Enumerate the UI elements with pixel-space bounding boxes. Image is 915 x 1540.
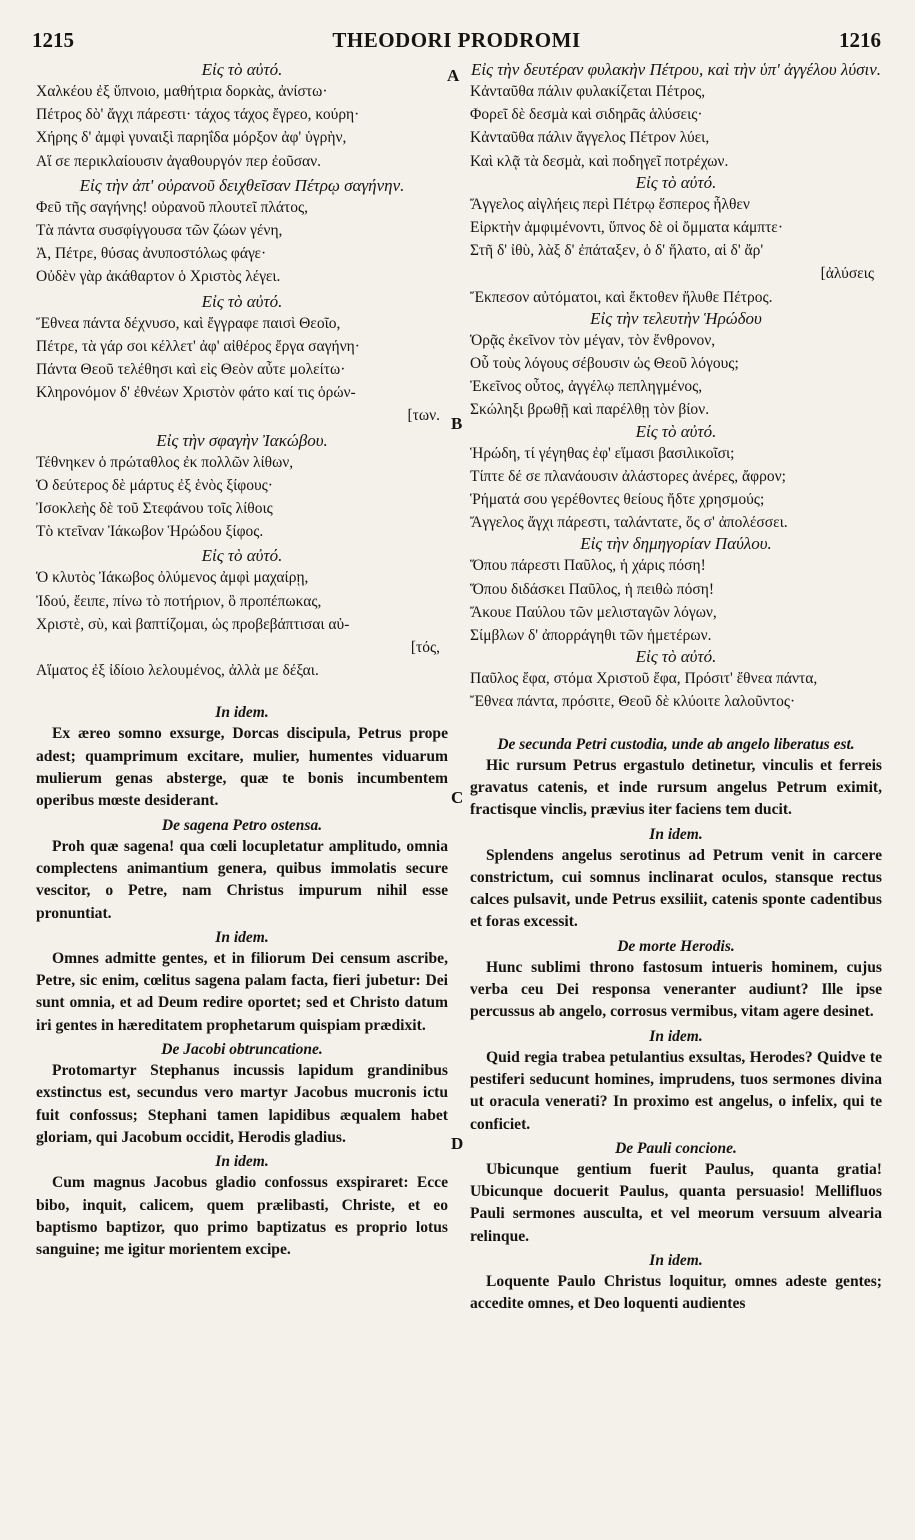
translation-paragraph: Hunc sublimi throno fastosum intueris hominem, cujus verba ceu Dei responsa veneranter audiunt? Ille ipse percussus ab angelo, corrosus vermibus, vitam agere desinet. — [470, 958, 882, 1021]
poem-heading: Εἰς τὴν τελευτὴν Ἡρώδου — [590, 308, 762, 328]
translation-paragraph: Ex æreo somno exsurge, Dorcas discipula, Petrus prope adest; quamprimum excitare, mulier, humentes viduarum mulierum genas absterge, quæ te bonis incumbentem operibus mœste desiderant. — [36, 725, 448, 810]
translation-paragraph: Protomartyr Stephanus incussis lapidum grandinibus exstinctus est, secundus vero martyr Jacobus mucronis ictu fuit confossus; Stephani tamen lapidibus æqualem habet gloriam, qui Jacobum occidit, Herodis gladius. — [36, 1062, 448, 1146]
translation-heading: In idem. — [649, 1027, 703, 1045]
verse-line: Στῆ δ' ἰθὺ, λὰξ δ' ἐπάταξεν, ὁ δ' ἥλατο, αἱ δ' ἄρ' — [470, 242, 764, 260]
verse-line: Ἔθνεα πάντα, πρόσιτε, Θεοῦ δὲ κλύοιτε λαλοῦντος· — [470, 693, 796, 711]
verse-line: Ὁρᾷς ἐκεῖνον τὸν μέγαν, τὸν ἔνθρονον, — [470, 331, 716, 349]
poem-heading: Εἰς τὴν ἀπ' οὐρανοῦ δειχθεῖσαν Πέτρῳ σαγήνην. — [79, 175, 405, 195]
poem-heading: Εἰς τὸ αὐτό. — [635, 647, 717, 667]
translation-heading: In idem. — [215, 1153, 269, 1171]
translation-heading: In idem. — [215, 928, 269, 946]
verse-line: Πέτρος δὸ' ἄγχι πάρεστι· τάχος τάχος ἔγρεο, κούρη· — [36, 106, 360, 124]
verse-line: Τὸ κτεῖναν Ἰάκωβον Ἡρώδου ξίφος. — [36, 523, 264, 541]
translation-paragraph: Omnes admitte gentes, et in filiorum Dei censum ascribe, Petre, sic enim, cœlitus sagena palam facta, fieri jubetur: Dei sunt omnia, et ad Deum redire oportet; sed et Christo datum iri gentes in hæreditatem prophetarum quispiam prædixit. — [36, 949, 448, 1034]
translation-paragraph: Quid regia trabea petulantius exsultas, Herodes? Quidve te pestiferi seducunt homines, imprudens, tuos sermones divina ut oracula venerati? In proximo est angelus, o infelix, qui te conficiet. — [470, 1048, 882, 1133]
translation-paragraph: Loquente Paulo Christus loquitur, omnes adeste gentes; accedite omnes, et Deo loquenti audientes — [470, 1273, 882, 1313]
verse-line: Καὶ κλᾷ τὰ δεσμὰ, καὶ ποδηγεῖ ποτρέχων. — [470, 152, 729, 170]
greek-section-right — [470, 60, 882, 714]
verse-line: Αἵ σε περικλαίουσιν ἀγαθουργόν περ ἐοῦσαν. — [36, 152, 322, 170]
margin-marker-d: D — [451, 1134, 464, 1153]
verse-line: Φορεῖ δὲ δεσμὰ καὶ σιδηρᾶς ἁλύσεις· — [470, 106, 703, 124]
verse-line: Πάντα Θεοῦ τελέθησι καὶ εἰς Θεὸν αὖτε μολείτω· — [36, 361, 346, 379]
verse-line: Τὰ πάντα συσφίγγουσα τῶν ζώων γένη, — [36, 222, 283, 240]
poem-heading: Εἰς τὸ αὐτό. — [201, 60, 283, 79]
verse-line: Ἐκεῖνος οὗτος, ἀγγέλῳ πεπληγμένος, — [470, 378, 703, 396]
translation-heading: De Pauli concione. — [615, 1139, 737, 1157]
verse-line: Ἔθνεα πάντα δέχνυσο, καὶ ἔγγραφε παισὶ Θεοῖο, — [36, 314, 341, 332]
verse-line: Χήρης δ' ἀμφὶ γυναιξὶ παρηΐδα μόρξον ἀφ' ὑγρὴν, — [36, 129, 347, 147]
margin-marker-b: B — [451, 414, 463, 433]
verse-line: Τίπτε δέ σε πλανάουσιν ἀλάστορες ἀνέρες, ἄφρον; — [470, 467, 786, 485]
verse-line: Φεῦ τῆς σαγήνης! οὐρανοῦ πλουτεῖ πλάτος, — [36, 198, 309, 216]
page-number-left: 1215 — [32, 28, 74, 52]
translation-heading: De Jacobi obtruncatione. — [161, 1041, 323, 1059]
poem-heading: Εἰς τὸ αὐτό. — [201, 546, 283, 566]
translation-paragraph: Hic rursum Petrus ergastulo detinetur, vinculis et ferreis gravatus catenis, et inde rursum angelus Petrum eximit, fractisque vinclis, prævius iter faciens tem ducit. — [470, 756, 882, 819]
running-title: THEODORI PRODROMI — [332, 28, 581, 52]
verse-line: Ἰσοκλεὴς δὲ τοῦ Στεφάνου τοῖς λίθοις — [36, 500, 273, 518]
translation-heading: De sagena Petro ostensa. — [161, 816, 323, 834]
translation-heading: In idem. — [649, 1252, 703, 1270]
verse-line: Σκώληξι βρωθῇ καὶ παρέλθῃ τὸν βίον. — [470, 401, 710, 419]
left-column — [36, 60, 448, 1261]
translation-heading: In idem. — [649, 825, 703, 843]
page-number-right: 1216 — [839, 28, 881, 52]
verse-line: Ἔκπεσον αὐτόματοι, καὶ ἔκτοθεν ἤλυθε Πέτρος. — [470, 288, 773, 306]
poem-heading: Εἰς τὴν σφαγὴν Ἰακώβου. — [156, 430, 328, 450]
verse-line: Οὐδὲν γὰρ ἀκάθαρτον ὁ Χριστὸς λέγει. — [36, 268, 281, 286]
poem-heading: Εἰς τὴν δευτέραν φυλακὴν Πέτρου, καὶ τὴν ὑπ' ἀγγέλου λύσιν. — [470, 60, 882, 79]
translation-paragraph: Ubicunque gentium fuerit Paulus, quanta gratia! Ubicunque docuerit Paulus, quanta persuasio! Mellifluos Pauli sermones ausculta, et vel meorum versuum alvearia relinque. — [470, 1160, 882, 1245]
verse-line: Κἀνταῦθα πάλιν φυλακίζεται Πέτρος, — [470, 83, 706, 100]
latin-section-left — [36, 702, 448, 1261]
verse-line: Κἀνταῦθα πάλιν ἄγγελος Πέτρον λύει, — [470, 129, 710, 147]
verse-line: Ὁ κλυτὸς Ἰάκωβος ὀλύμενος ἀμφὶ μαχαίρῃ, — [36, 569, 309, 587]
translation-paragraph: Proh quæ sagena! qua cœli locupletatur amplitudo, omnia complectens animantium genera, quibus immolatis secure vescitor, o Petre, nam Christus impurum nihil esse pronuntiat. — [36, 837, 448, 922]
verse-line: Χαλκέου ἐξ ὕπνοιο, μαθήτρια δορκὰς, ἀνίστω· — [36, 83, 328, 100]
translation-paragraph: Splendens angelus serotinus ad Petrum venit in carcere constrictum, cui somnus inclinarat oculos, stansque rectus calces pulsavit, unde Petrus exsiliit, catenis sponte cadentibus et foras excessit. — [470, 846, 882, 931]
verse-line: Χριστὲ, σὺ, καὶ βαπτίζομαι, ὡς προβεβάπτισαι αὐ- — [36, 615, 350, 633]
verse-line-continuation: [τός, — [410, 639, 440, 657]
verse-line: Εἱρκτὴν ἀμφιμένοντι, ὕπνος δὲ οἱ ὄμματα κάμπτε· — [470, 219, 783, 237]
verse-line: Ἀ, Πέτρε, θύσας ἀνυποστόλως φάγε· — [36, 245, 267, 263]
poem-heading: Εἰς τὸ αὐτό. — [201, 291, 283, 311]
verse-line-continuation: [ἀλύσεις — [820, 265, 874, 283]
margin-marker-c: C — [451, 788, 464, 807]
verse-line: Ῥήματά σου γερέθοντες θείους ἤδτε χρησμούς; — [470, 491, 765, 509]
verse-line: Ἰδού, ἔειπε, πίνω τὸ ποτήριον, ὃ προπέπωκας, — [36, 592, 322, 610]
poem-heading: Εἰς τὴν δημηγορίαν Παύλου. — [580, 534, 772, 554]
poem-heading: Εἰς τὸ αὐτό. — [635, 172, 717, 192]
verse-line: Ἡρώδη, τί γέγηθας ἐφ' εἵμασι βασιλικοῖσι; — [470, 444, 735, 462]
verse-line: Παῦλος ἔφα, στόμα Χριστοῦ ἔφα, Πρόσιτ' ἔθνεα πάντα, — [470, 670, 818, 688]
verse-line: Αἵματος ἐξ ἰδίοιο λελουμένος, ἀλλὰ με δέξαι. — [36, 662, 319, 680]
translation-heading: In idem. — [215, 704, 269, 722]
verse-line: Τέθνηκεν ὁ πρώταθλος ἐκ πολλῶν λίθων, — [36, 453, 294, 471]
verse-line: Ἄγγελος αἰγλήεις περὶ Πέτρῳ ἕσπερος ἦλθεν — [470, 195, 750, 213]
right-column — [470, 60, 882, 1316]
verse-line-continuation: [των. — [407, 407, 440, 425]
verse-line: Ἄκουε Παύλου τῶν μελισταγῶν λόγων, — [470, 603, 717, 621]
greek-section-left — [36, 60, 448, 682]
translation-paragraph: Cum magnus Jacobus gladio confossus exspiraret: Ecce bibo, inquit, calicem, quem prælibasti, Christe, et eo baptismo baptizor, quo primo baptizatus es proprio lotus sanguine; me igitur morientem excipe. — [36, 1174, 448, 1259]
verse-line: Ἄγγελος ἄγχι πάρεστι, ταλάντατε, ὅς σ' ἀπολέσσει. — [470, 514, 788, 532]
verse-line: Ὅπου πάρεστι Παῦλος, ἡ χάρις πόση! — [470, 557, 706, 575]
translation-heading: De secunda Petri custodia, unde ab angelo liberatus est. — [497, 735, 855, 753]
translation-heading: De morte Herodis. — [617, 937, 735, 955]
verse-line: Σίμβλων δ' ἀπορράγηθι τῶν ἡμετέρων. — [470, 627, 712, 645]
poem-heading: Εἰς τὸ αὐτό. — [635, 421, 717, 441]
verse-line: Ὅπου διδάσκει Παῦλος, ἡ πειθὼ πόση! — [470, 580, 714, 598]
verse-line: Κληρονόμον δ' ἐθνέων Χριστὸν φάτο καί τις ὁρών- — [36, 384, 356, 402]
running-header — [32, 28, 881, 62]
latin-section-right — [470, 734, 882, 1316]
verse-line: Ὁ δεύτερος δὲ μάρτυς ἐξ ἑνὸς ξίφους· — [36, 476, 273, 494]
verse-line: Οὗ τοὺς λόγους σέβουσιν ὡς Θεοῦ λόγους; — [470, 355, 739, 373]
verse-line: Πέτρε, τὰ γάρ σοι κέλλετ' ἀφ' αἰθέρος ἔργα σαγήνη· — [36, 337, 360, 355]
margin-marker-a: A — [447, 66, 460, 85]
